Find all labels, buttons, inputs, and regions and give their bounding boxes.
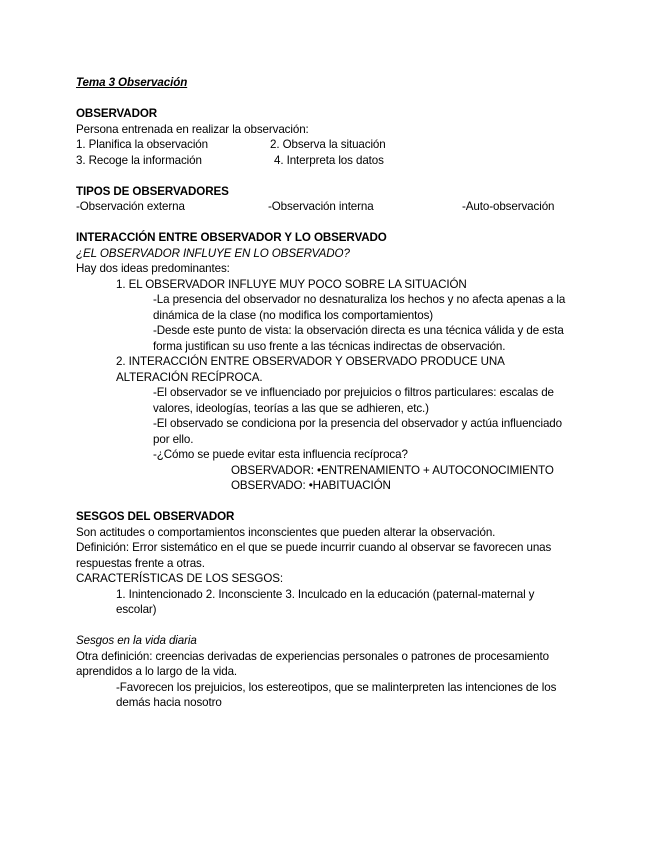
observador-steps-row-2 <box>76 153 581 169</box>
spacer <box>76 618 581 634</box>
sesgos-caracteristicas-heading: CARACTERÍSTICAS DE LOS SESGOS: <box>76 572 284 585</box>
tipo-auto: -Auto-observación <box>462 200 555 213</box>
spacer <box>76 168 581 184</box>
tipo-interna: -Observación interna <box>268 200 374 213</box>
spacer <box>76 494 581 510</box>
document-page <box>76 75 581 711</box>
step-4: 4. Interpreta los datos <box>274 153 384 167</box>
spacer <box>76 91 581 107</box>
observador-heading: OBSERVADOR <box>76 107 158 120</box>
tipos-heading: TIPOS DE OBSERVADORES <box>76 184 229 198</box>
tipos-row <box>76 199 581 215</box>
idea-2-paragraph-3: -¿Cómo se puede evitar esta influencia recíproca? <box>153 448 408 461</box>
spacer <box>76 215 581 231</box>
avoid-observador: OBSERVADOR: •ENTRENAMIENTO + AUTOCONOCIMIENTO <box>231 463 554 477</box>
avoid-observado: OBSERVADO: •HABITUACIÓN <box>231 479 391 492</box>
idea-1-paragraph-2: -Desde este punto de vista: la observación directa es una técnica válida y de esta forma justifican su uso frente a las técnicas indirectas de observación. <box>153 324 564 353</box>
idea-1-paragraph-1: -La presencia del observador no desnaturaliza los hechos y no afecta apenas a la dinámica de la clase (no modifica los comportamientos) <box>153 293 566 322</box>
vida-diaria-heading: Sesgos en la vida diaria <box>76 634 197 647</box>
step-1: 1. Planifica la observación <box>76 138 208 151</box>
idea-2-heading: 2. INTERACCIÓN ENTRE OBSERVADOR Y OBSERVADO PRODUCE UNA ALTERACIÓN RECÍPROCA. <box>116 355 505 384</box>
sesgos-definition: Definición: Error sistemático en el que se puede incurrir cuando al observar se favorecen unas respuestas frente a otras. <box>76 541 552 570</box>
observador-steps-row-1 <box>76 137 581 153</box>
document-title: Tema 3 Observación <box>76 76 188 89</box>
idea-2-paragraph-2: -El observado se condiciona por la presencia del observador y actúa influenciado por ello. <box>153 417 562 446</box>
interaccion-heading: INTERACCIÓN ENTRE OBSERVADOR Y LO OBSERVADO <box>76 231 387 244</box>
tipo-externa: -Observación externa <box>76 200 185 213</box>
sesgos-caracteristicas-list: 1. Inintencionado 2. Inconsciente 3. Inculcado en la educación (paternal-maternal y escolar) <box>116 587 535 616</box>
idea-2-paragraph-1: -El observador se ve influenciado por prejuicios o filtros particulares: escalas de valores, ideologías, teorías a las que se adhieren, etc.) <box>153 386 554 415</box>
vida-diaria-paragraph: -Favorecen los prejuicios, los estereotipos, que se malinterpreten las intenciones de los demás hacia nosotro <box>116 680 557 709</box>
sesgos-line-1: Son actitudes o comportamientos inconscientes que pueden alterar la observación. <box>76 525 496 539</box>
idea-1-heading: 1. EL OBSERVADOR INFLUYE MUY POCO SOBRE LA SITUACIÓN <box>116 277 467 291</box>
observador-definition: Persona entrenada en realizar la observación: <box>76 122 309 136</box>
interaccion-intro: Hay dos ideas predominantes: <box>76 262 230 275</box>
interaccion-question: ¿EL OBSERVADOR INFLUYE EN LO OBSERVADO? <box>76 246 350 260</box>
step-3: 3. Recoge la información <box>76 153 202 167</box>
vida-diaria-definition: Otra definición: creencias derivadas de experiencias personales o patrones de procesamiento aprendidos a lo largo de la vida. <box>76 649 549 678</box>
sesgos-heading: SESGOS DEL OBSERVADOR <box>76 510 235 523</box>
step-2: 2. Observa la situación <box>270 138 386 151</box>
